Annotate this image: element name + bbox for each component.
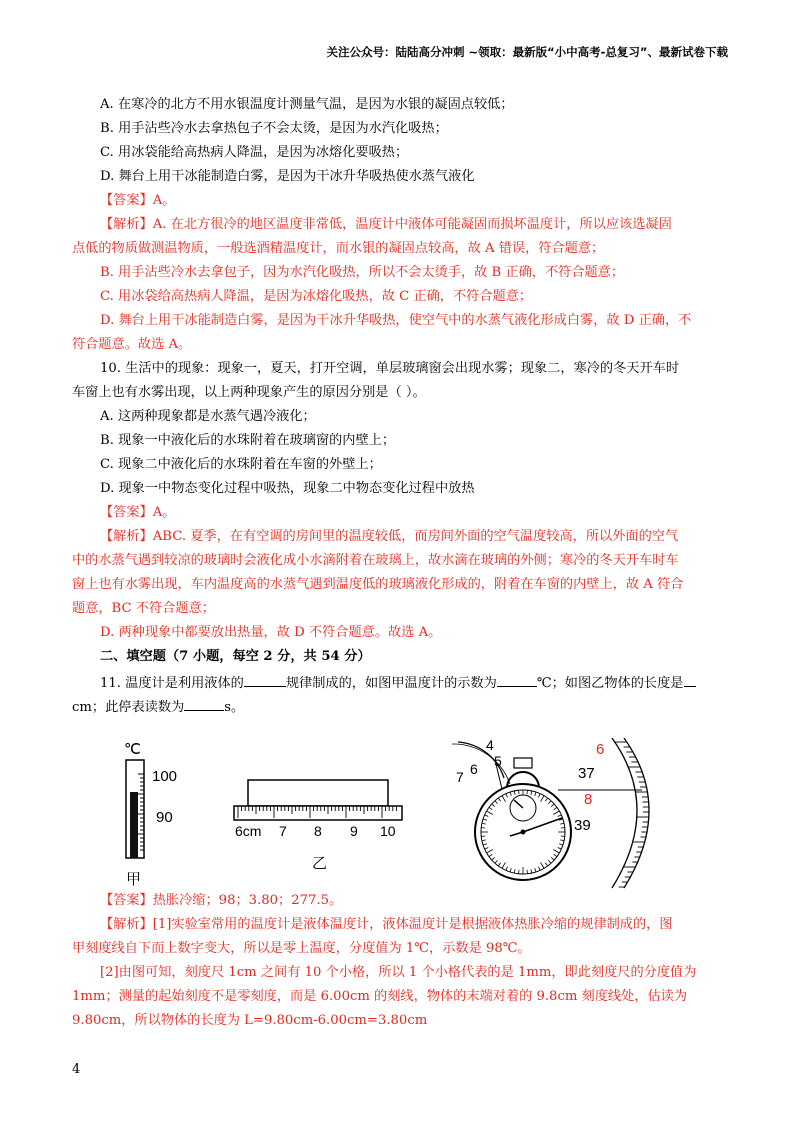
q11-explanation-5: 9.80cm，所以物体的长度为 L=9.80cm-6.00cm=3.80cm [72,1013,428,1028]
thermometer-caption: 甲 [126,870,142,888]
q9-option-b: B. 用手沾些冷水去拿热包子不会太烫，是因为水汽化吸热； [100,121,448,136]
q9-explanation-4: C. 用冰袋给高热病人降温，是因为冰熔化吸热，故 C 正确，不符合题意； [100,289,533,304]
small-dial-label-7: 7 [456,769,464,785]
big-dial-label-39: 39 [574,817,591,834]
stopwatch-center [521,830,526,835]
q9-explanation-5: D. 舞台上用干冰能制造白雾，是因为干冰升华吸热，使空气中的水蒸气液化形成白雾，故 D 正确，不 [100,313,692,328]
q11-stem-2 [72,696,244,717]
answer-blank-4[interactable] [184,696,224,711]
q9-explanation-3: B. 用手沾些冷水去拿包子，因为水汽化吸热，所以不会太烫手，故 B 正确，不符合题意； [100,265,625,280]
q11-stem-part-5: s。 [224,700,245,715]
thermometer-unit: ℃ [124,741,141,758]
thermometer-label-100: 100 [152,768,178,785]
q10-option-b: B. 现象一中液化后的水珠附着在玻璃窗的内壁上； [100,433,396,448]
q9-option-d: D. 舞台上用干冰能制造白雾，是因为干冰升华吸热使水蒸气液化 [100,169,475,184]
q10-stem-1: 10. 生活中的现象：现象一，夏天，打开空调，单层玻璃窗会出现水雾；现象二，寒冷的冬天开车时 [100,361,680,376]
q10-explanation-1: 【解析】ABC. 夏季，在有空调的房间里的温度较低，而房间外面的空气温度较高，所以外面的空气 [100,529,679,544]
q11-answer: 【答案】热胀冷缩；98；3.80；277.5。 [100,893,343,908]
q10-explanation-3: 窗上也有水雾出现，车内温度高的水蒸气遇到温度低的玻璃液化形成的，附着在车窗的内壁上，故 A 符合 [72,577,684,592]
ruler-label-9: 9 [350,823,358,839]
answer-blank-1[interactable] [244,672,286,687]
ruler-caption: 乙 [312,854,328,872]
ruler-label-10: 10 [380,823,396,839]
q11-stem-part-1: 11. 温度计是利用液体的 [100,676,244,691]
q9-option-c: C. 用冰袋能给高热病人降温，是因为冰熔化要吸热； [100,145,409,160]
answer-blank-2[interactable] [497,672,537,687]
ruler-label-8: 8 [314,823,322,839]
measured-object [248,780,388,806]
ruler-label-6cm: 6cm [235,823,262,839]
small-dial-label-5: 5 [494,753,502,769]
small-dial-label-6: 6 [470,761,478,777]
q10-explanation-5: D. 两种现象中都要放出热量，故 D 不符合题意。故选 A。 [100,625,442,640]
q10-option-d: D. 现象一中物态变化过程中吸热，现象二中物态变化过程中放热 [100,481,475,496]
q11-explanation-3: [2]由图可知，刻度尺 1cm 之间有 10 个小格，所以 1 个小格代表的是 1mm，即此刻度尺的分度值为 [100,965,697,980]
page-header: 关注公众号：陆陆高分冲刺 ~领取：最新版“小中高考-总复习”、最新试卷下载 [326,45,728,59]
big-dial-label-37: 37 [578,765,595,782]
stopwatch-button [514,758,532,768]
q10-stem-2: 车窗上也有水雾出现，以上两种现象产生的原因分别是（ ）。 [72,385,426,400]
big-dial-zoom-arc [612,738,637,888]
q10-explanation-2: 中的水蒸气遇到较凉的玻璃时会液化成小水滴附着在玻璃上，故水滴在玻璃的外侧；寒冷的冬天开车时车 [72,553,679,568]
q10-answer: 【答案】A。 [100,505,176,520]
q11-stem-1 [100,672,696,693]
q11-stem-part-2: 规律制成的，如图甲温度计的示数为 [285,676,497,691]
q9-explanation-2: 点低的物质做测温物质，一般选酒精温度计，而水银的凝固点较高，故 A 错误，符合题意； [72,241,605,256]
big-dial-label-8: 8 [584,791,593,808]
q9-option-a: A. 在寒冷的北方不用水银温度计测量气温，是因为水银的凝固点较低； [100,97,514,112]
thermometer-figure [124,741,177,888]
section-title: 二、填空题（7 小题，每空 2 分，共 54 分） [100,649,371,664]
page-number: 4 [72,1062,81,1077]
q11-stem-part-4: cm；此停表读数为 [72,700,185,715]
stopwatch-figure [452,738,649,888]
q11-stem-part-3: ℃；如图乙物体的长度是 [536,676,684,691]
q11-explanation-1: 【解析】[1]实验室常用的温度计是液体温度计，液体温度计是根据液体热胀冷缩的规律制成的，图 [100,917,673,932]
ruler-figure [234,780,402,872]
big-dial-label-6: 6 [596,741,605,758]
thermometer-label-90: 90 [156,809,173,826]
big-dial-ticks [615,742,649,887]
q9-explanation-6: 符合题意。故选 A。 [72,337,192,352]
q10-explanation-4: 题意，BC 不符合题意； [72,601,215,616]
q11-figures [100,738,660,890]
ruler-label-7: 7 [279,823,287,839]
q10-option-a: A. 这两种现象都是水蒸气遇冷液化； [100,409,316,424]
q11-explanation-2: 甲刻度线自下而上数字变大，所以是零上温度，分度值为 1℃，示数是 98℃。 [72,941,531,956]
thermometer-liquid [130,792,138,858]
q10-option-c: C. 现象二中液化后的水珠附着在车窗的外壁上； [100,457,382,472]
q9-answer: 【答案】A。 [100,193,176,208]
answer-blank-3[interactable] [684,672,696,687]
small-dial-label-4: 4 [486,738,494,753]
q11-explanation-4: 1mm；测量的起始刻度不是零刻度，而是 6.00cm 的刻线，物体的末端对着的 9.8cm 刻度线处，估读为 [72,989,688,1004]
q9-explanation-1: 【解析】A. 在北方很冷的地区温度非常低，温度计中液体可能凝固而损坏温度计，所以应该选凝固 [100,217,672,232]
